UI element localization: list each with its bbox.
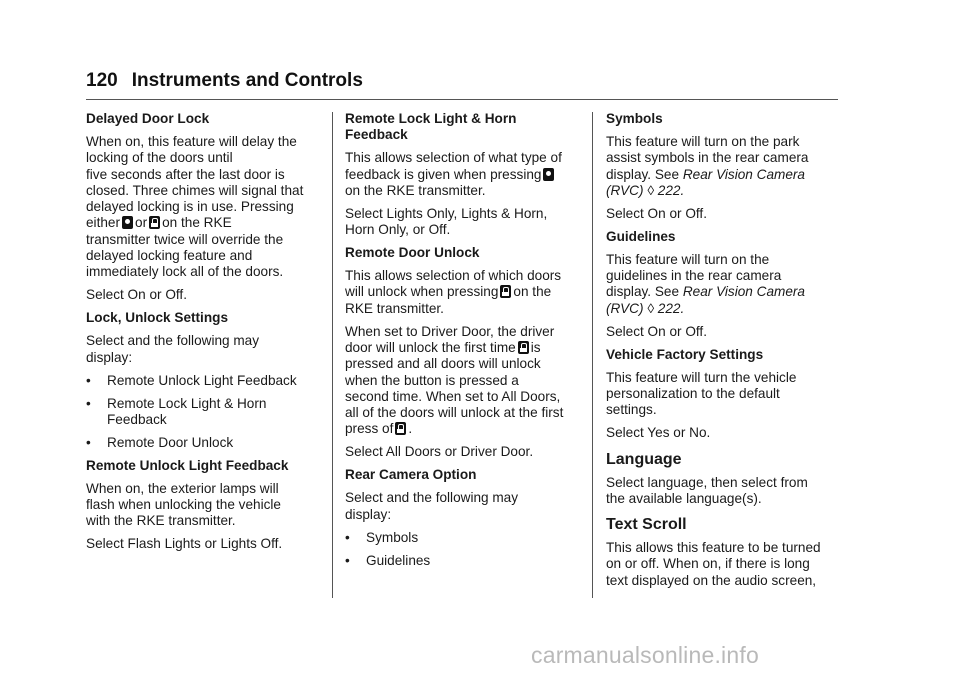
unlock-key-icon (395, 422, 406, 435)
heading-remote-lock-light-horn: Remote Lock Light & Horn Feedback (345, 111, 517, 143)
page-number: 120 (86, 70, 118, 91)
paragraph-symbols: This feature will turn on the park assist symbols in the rear camera display. See Rear Vision Camera (RVC) ◊ 222. (606, 133, 809, 198)
list-item: • Remote Door Unlock (86, 434, 234, 450)
section-title: Instruments and Controls (131, 70, 363, 91)
lock-key-icon (543, 168, 554, 181)
heading-vehicle-factory-settings: Vehicle Factory Settings (606, 346, 764, 362)
heading-rear-camera-option: Rear Camera Option (345, 467, 477, 483)
column-1 (86, 111, 322, 559)
paragraph-text-scroll: This allows this feature to be turned on or off. When on, if there is long text displayed on the audio screen, (606, 540, 821, 588)
paragraph-select-on-off: Select On or Off. (86, 287, 187, 303)
bullet-dot: • (86, 434, 91, 450)
paragraph-delayed-lock: When on, this feature will delay the locking of the doors until five seconds after the last door is closed. Three chimes will signal that delayed locking is in use. Pressing either or on the RKE transmitter twice will override the delayed locking feature and immediately lock all of the doors. (86, 133, 304, 280)
paragraph-select-on-off-2: Select On or Off. (606, 205, 707, 221)
paragraph-language: Select language, then select from the available language(s). (606, 474, 808, 506)
paragraph-select-yes-no: Select Yes or No. (606, 425, 711, 441)
paragraph-select-all-doors: Select All Doors or Driver Door. (345, 444, 534, 460)
unlock-key-icon (518, 341, 529, 354)
bullet-dot: • (86, 395, 91, 411)
heading-guidelines: Guidelines (606, 228, 676, 244)
list-item: • Remote Lock Light & Horn Feedback (86, 395, 267, 427)
paragraph-remote-unlock-light: When on, the exterior lamps will flash when unlocking the vehicle with the RKE transmitter. (86, 480, 281, 529)
paragraph-select-on-off-3: Select On or Off. (606, 323, 707, 339)
column-3 (606, 111, 842, 596)
paragraph-lock-feedback: This allows selection of what type of feedback is given when pressing on the RKE transmitter. (345, 150, 562, 198)
heading-remote-unlock-light: Remote Unlock Light Feedback (86, 457, 289, 473)
paragraph-select-lights: Select Lights Only, Lights & Horn, Horn Only, or Off. (345, 205, 548, 238)
unlock-key-icon (500, 285, 511, 298)
heading-symbols: Symbols (606, 111, 663, 126)
watermark: carmanualsonline.info (531, 642, 759, 668)
column-divider-2 (592, 112, 593, 598)
page-reference[interactable]: ◊ 222. (647, 300, 685, 316)
column-divider-1 (332, 112, 333, 598)
lock-key-icon (122, 216, 133, 229)
page-header (86, 70, 363, 92)
paragraph-factory: This feature will turn the vehicle personalization to the default settings. (606, 369, 797, 418)
paragraph-driver-door: When set to Driver Door, the driver door will unlock the first time is pressed and all doors will unlock when the button is pressed a second time. When set to All Doors, all of the doors will unlock at the first press of . (345, 323, 564, 437)
bullet-dot: • (345, 529, 350, 545)
page-reference[interactable]: ◊ 222. (647, 182, 685, 198)
column-2 (345, 111, 581, 576)
heading-remote-door-unlock: Remote Door Unlock (345, 245, 480, 261)
paragraph-door-unlock: This allows selection of which doors will unlock when pressing on the RKE transmitter. (345, 268, 562, 316)
header-rule (86, 99, 838, 100)
bullet-dot: • (345, 552, 350, 568)
heading-lock-unlock-settings: Lock, Unlock Settings (86, 310, 229, 326)
paragraph-select-flash: Select Flash Lights or Lights Off. (86, 536, 283, 552)
list-item: • Remote Unlock Light Feedback (86, 372, 297, 388)
list-item: • Guidelines (345, 552, 431, 568)
unlock-key-icon (149, 216, 160, 229)
link-rear-vision-camera[interactable]: Rear Vision Camera (682, 166, 805, 182)
heading-language: Language (606, 450, 682, 468)
paragraph-guidelines: This feature will turn on the guidelines in the rear camera display. See Rear Vision Camera (RVC) ◊ 222. (606, 251, 805, 316)
heading-text-scroll: Text Scroll (606, 516, 687, 534)
paragraph-lock-unlock-intro: Select and the following may display: (86, 333, 260, 365)
paragraph-camera-intro: Select and the following may display: (345, 490, 519, 522)
link-rear-vision-camera[interactable]: Rear Vision Camera (682, 284, 805, 300)
heading-delayed-door-lock: Delayed Door Lock (86, 111, 210, 126)
list-item: • Symbols (345, 529, 419, 545)
bullet-dot: • (86, 372, 91, 388)
